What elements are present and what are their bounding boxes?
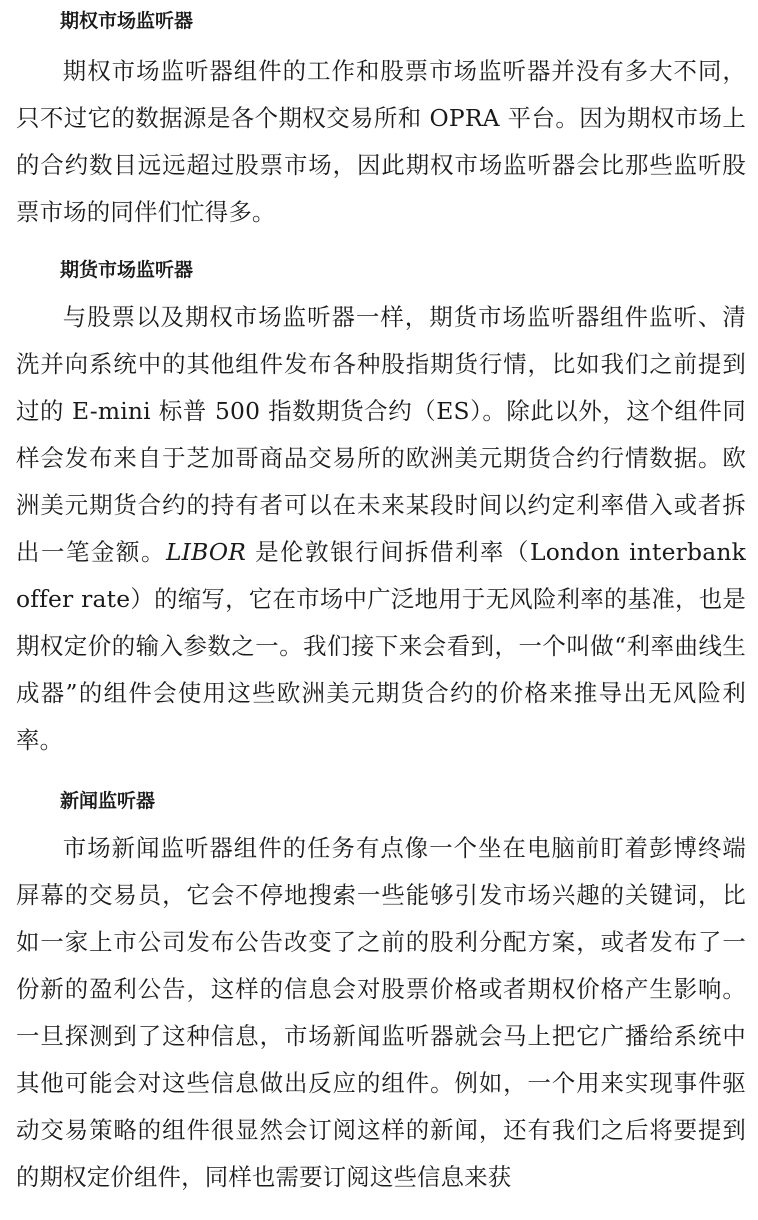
futures-text-after: 是伦敦银行间拆借利率（London interbank offer rate）的缩写，它在市场中广泛地用于无风险利率的基准，也是期权定价的输入参数之一。我们接下来会看到，一个叫做“利率曲线生成器”的组件会使用这些欧洲美元期货合约的价格来推导出无风险利率。	[16, 538, 746, 754]
section-paragraph-futures-listener	[16, 294, 746, 764]
section-heading-futures-listener: 期货市场监听器	[60, 259, 194, 281]
section-heading-news-listener: 新闻监听器	[60, 790, 156, 812]
section-paragraph-options-listener: 期权市场监听器组件的工作和股票市场监听器并没有多大不同，只不过它的数据源是各个期权交易所和 OPRA 平台。因为期权市场上的合约数目远远超过股票市场，因此期权市场监听器会比那些监听股票市场的同伴们忙得多。	[16, 57, 746, 226]
libor-term: LIBOR	[165, 538, 247, 566]
section-heading-options-listener: 期权市场监听器	[60, 10, 194, 32]
section-paragraph-news-listener: 市场新闻监听器组件的任务有点像一个坐在电脑前盯着彭博终端屏幕的交易员，它会不停地搜索一些能够引发市场兴趣的关键词，比如一家上市公司发布公告改变了之前的股利分配方案，或者发布了一份新的盈利公告，这样的信息会对股票价格或者期权价格产生影响。一旦探测到了这种信息，市场新闻监听器就会马上把它广播给系统中其他可能会对这些信息做出反应的组件。例如，一个用来实现事件驱动交易策略的组件很显然会订阅这样的新闻，还有我们之后将要提到的期权定价组件，同样也需要订阅这些信息来获	[16, 834, 746, 1191]
futures-text-before: 与股票以及期权市场监听器一样，期货市场监听器组件监听、清洗并向系统中的其他组件发布各种股指期货行情，比如我们之前提到过的 E-mini 标普 500 指数期货合约（ES）。除此以外，这个组件同样会发布来自于芝加哥商品交易所的欧洲美元期货合约行情数据。欧洲美元期货合约的持有者可以在未来某段时间以约定利率借入或者拆出一笔金额。	[16, 303, 746, 566]
